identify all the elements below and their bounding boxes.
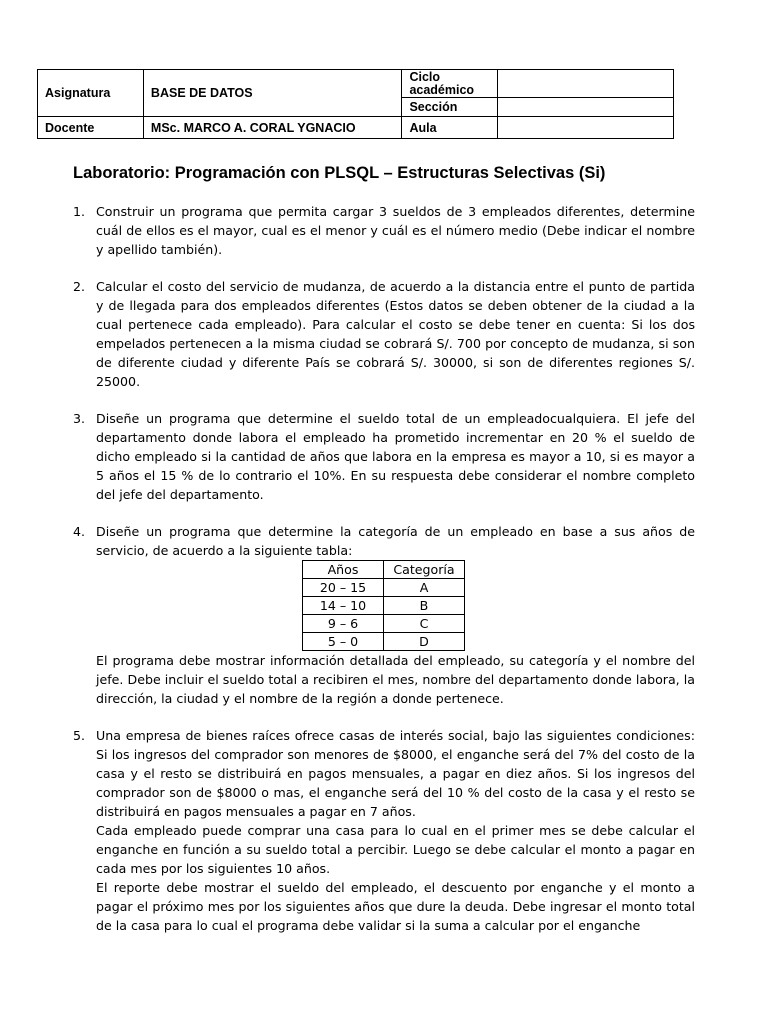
table-cell: 9 – 6 [303,615,384,633]
exercise-4 [73,522,695,708]
table-cell: D [384,633,465,651]
table-cell: A [384,579,465,597]
table-row [303,579,465,597]
aula-value [498,117,674,139]
table-row [303,633,465,651]
table-cell: 20 – 15 [303,579,384,597]
table-cell: B [384,597,465,615]
exercise-number: 4. [73,524,86,539]
table-header-cell: Categoría [384,561,465,579]
exercise-list [73,202,695,953]
table-header-row [303,561,465,579]
ciclo-label [402,70,498,98]
seccion-label: Sección [402,98,498,117]
ciclo-label-line1: Ciclo [409,69,440,84]
table-header-cell: Años [303,561,384,579]
table-cell: C [384,615,465,633]
docente-label: Docente [38,117,144,139]
exercise-text: El reporte debe mostrar el sueldo del empleado, el descuento por enganche y el monto a pagar el próximo mes por los siguientes años que dure la deuda. Debe ingresar el monto total de la casa para lo cual el programa debe validar si la suma a calcular por el enganche [96,880,695,933]
seccion-value [498,98,674,117]
exercise-number: 2. [73,279,86,294]
docente-value: MSc. MARCO A. CORAL YGNACIO [143,117,402,139]
exercise-5 [73,726,695,935]
exercise-3 [73,409,695,504]
ciclo-label-line2: académico [409,82,475,97]
exercise-text: Calcular el costo del servicio de mudanza, de acuerdo a la distancia entre el punto de partida y de llegada para dos empleados diferentes (Estos datos se deben obtener de la ciudad a la cual pertenece cada empleado). Para calcular el costo se debe tener en cuenta: Si los dos empelados pertenecen a la misma ciudad se cobrará S/. 700 por concepto de mudanza, si son de diferente ciudad y diferente País se cobrará S/. 30000, si son de diferentes regiones S/. 25000. [96,279,695,389]
exercise-text: Diseñe un programa que determine el sueldo total de un empleadocualquiera. El jefe del departamento donde labora el empleado ha prometido incrementar en 20 % el sueldo de dicho empleado si la cantidad de años que labora en la empresa es mayor a 10, si es mayor a 5 años el 15 % de lo contrario el 10%. En su respuesta debe considerar el nombre completo del jefe del departamento. [96,411,695,502]
table-cell: 5 – 0 [303,633,384,651]
exercise-2 [73,277,695,391]
aula-label: Aula [402,117,498,139]
category-table [302,560,465,651]
exercise-text: Una empresa de bienes raíces ofrece casas de interés social, bajo las siguientes condiciones: Si los ingresos del comprador son menores de $8000, el enganche será del 7% del costo de la casa y el resto se distribuirá en pagos mensuales, a pagar en diez años. Si los ingresos del comprador son de $8000 o mas, el enganche será del 10 % del costo de la casa y el resto se distribuirá en pagos mensuales a pagar en 7 años. [96,728,695,819]
exercise-text: Diseñe un programa que determine la categoría de un empleado en base a sus años de servicio, de acuerdo a la siguiente tabla: [96,524,695,558]
exercise-text: El programa debe mostrar información detallada del empleado, su categoría y el nombre del jefe. Debe incluir el sueldo total a recibiren el mes, nombre del departamento donde labora, la dirección, la ciudad y el nombre de la región a donde pertenece. [96,653,695,706]
ciclo-value [498,70,674,98]
asignatura-value: BASE DE DATOS [143,70,402,117]
table-cell: 14 – 10 [303,597,384,615]
exercise-1 [73,202,695,259]
exercise-number: 3. [73,411,86,426]
table-row [303,615,465,633]
page-title: Laboratorio: Programación con PLSQL – Estructuras Selectivas (Si) [73,164,606,182]
exercise-text: Construir un programa que permita cargar 3 sueldos de 3 empleados diferentes, determine cuál de ellos es el mayor, cual es el menor y cuál es el número medio (Debe indicar el nombre y apellido también). [96,204,695,257]
exercise-text: Cada empleado puede comprar una casa para lo cual en el primer mes se debe calcular el enganche en función a su sueldo total a percibir. Luego se debe calcular el monto a pagar en cada mes por los siguientes 10 años. [96,823,695,876]
exercise-number: 5. [73,728,86,743]
asignatura-label: Asignatura [38,70,144,117]
course-info-table [37,69,674,139]
table-row [303,597,465,615]
exercise-number: 1. [73,204,86,219]
